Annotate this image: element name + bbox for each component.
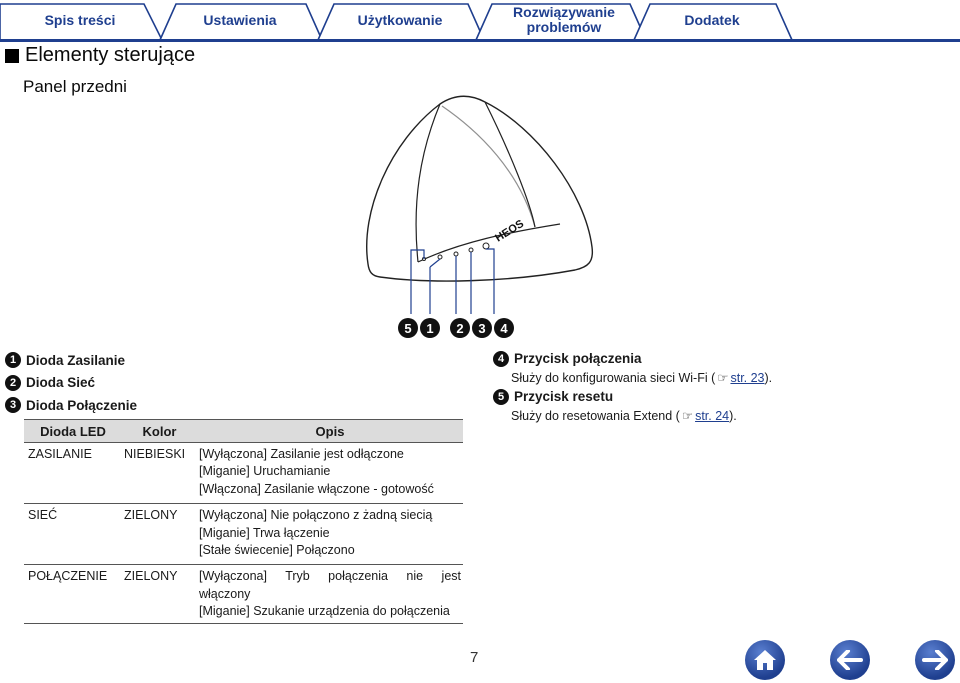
led-table [24, 419, 463, 624]
table-cell: [Wyłączona] Zasilanie jest odłączone [Miganie] Uruchamianie [Włączona] Zasilanie włączone - gotowość [197, 443, 463, 504]
connection-led-icon [469, 248, 473, 252]
legend-item: 1 Dioda Zasilanie [5, 349, 137, 372]
column-header: Dioda LED [24, 420, 122, 443]
callout-2: 2 [450, 318, 470, 338]
page-link[interactable]: str. 24 [695, 408, 730, 423]
tab-ustawienia[interactable]: Ustawienia [203, 11, 277, 28]
table-cell: ZIELONY [122, 565, 197, 623]
table-cell: [Wyłączona] Tryb połączenia nie jest włączony [Miganie] Szukanie urządzenia do połączenia [197, 565, 463, 623]
legend-description: Służy do resetowania Extend ( ☞ str. 24 ). [511, 408, 737, 423]
legend-right [493, 349, 933, 425]
pointing-hand-icon: ☞ [717, 371, 729, 385]
home-button[interactable] [745, 640, 785, 680]
callout-5: 5 [398, 318, 418, 338]
home-icon [752, 648, 778, 672]
tab-spis-tresci[interactable]: Spis treści [44, 11, 116, 28]
callout-1: 1 [420, 318, 440, 338]
table-cell: POŁĄCZENIE [24, 565, 122, 623]
device-illustration [360, 92, 600, 342]
table-cell: [Wyłączona] Nie połączono z żadną siecią [Miganie] Trwa łączenie [Stałe świecenie] Połączono [197, 504, 463, 565]
table-cell: ZIELONY [122, 504, 197, 565]
legend-item: 4 Przycisk połączenia [493, 349, 933, 368]
legend-item: 2 Dioda Sieć [5, 372, 137, 395]
page-number: 7 [470, 649, 479, 666]
arrow-left-icon [837, 650, 863, 670]
table-cell: ZASILANIE [24, 443, 122, 504]
legend-description: Służy do konfigurowania sieci Wi-Fi ( ☞ str. 23 ). [511, 370, 773, 385]
power-led-icon [438, 255, 442, 259]
tab-bar [0, 0, 960, 44]
section-title: Elementy sterujące [5, 44, 195, 67]
table-row [24, 443, 463, 504]
arrow-right-icon [922, 650, 948, 670]
tab-rozwiazywanie-problemow[interactable]: Rozwiązywanie problemów [513, 4, 615, 35]
tab-dodatek[interactable]: Dodatek [684, 11, 740, 28]
device-brand-label: HEOS [493, 217, 527, 245]
callout-numbers [398, 318, 514, 338]
subsection-title: Panel przedni [23, 77, 127, 96]
table-row [24, 504, 463, 565]
column-header: Kolor [122, 420, 197, 443]
legend-left [5, 349, 137, 417]
table-row [24, 565, 463, 623]
legend-item: 5 Przycisk resetu [493, 387, 933, 406]
page-link[interactable]: str. 23 [730, 370, 765, 385]
back-button[interactable] [830, 640, 870, 680]
tab-uzytkowanie[interactable]: Użytkowanie [357, 11, 443, 28]
table-cell: NIEBIESKI [122, 443, 197, 504]
network-led-icon [454, 252, 458, 256]
table-cell: SIEĆ [24, 504, 122, 565]
callout-3: 3 [472, 318, 492, 338]
column-header: Opis [197, 420, 463, 443]
legend-item: 3 Dioda Połączenie [5, 394, 137, 417]
connect-button-icon [483, 243, 489, 249]
callout-4: 4 [494, 318, 514, 338]
pointing-hand-icon: ☞ [681, 409, 694, 423]
section-marker-icon [5, 49, 19, 63]
forward-button[interactable] [915, 640, 955, 680]
